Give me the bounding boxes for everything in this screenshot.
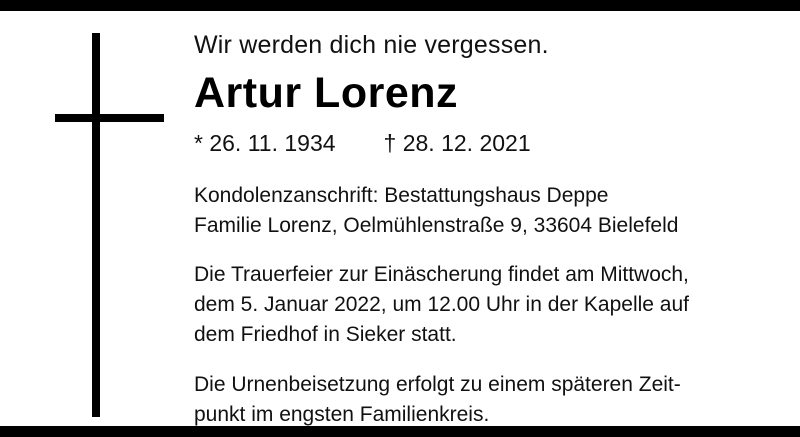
condolence-line-2: Familie Lorenz, Oelmühlenstraße 9, 33604 Bielefeld — [194, 213, 679, 237]
notice-content — [194, 29, 780, 429]
birth-date: * 26. 11. 1934 — [194, 129, 336, 156]
condolence-line-1: Kondolenzanschrift: Bestattungshaus Deppe — [194, 183, 609, 207]
cross-vertical-bar — [92, 33, 100, 417]
ceremony-line-3: dem Friedhof in Sieker statt. — [194, 322, 457, 346]
ceremony-line-1: Die Trauerfeier zur Einäscherung findet am Mittwoch, — [194, 263, 689, 287]
condolence-address — [194, 181, 780, 241]
ceremony-line-2: dem 5. Januar 2022, um 12.00 Uhr in der Kapelle auf — [194, 293, 689, 317]
cross-icon — [55, 33, 175, 423]
lead-line: Wir werden dich nie vergessen. — [194, 31, 549, 59]
burial-info — [194, 370, 780, 430]
burial-line-2: punkt im engsten Familienkreis. — [194, 402, 490, 426]
ceremony-info — [194, 260, 780, 349]
burial-line-1: Die Urnenbeisetzung erfolgt zu einem späteren Zeit- — [194, 372, 681, 396]
life-dates — [194, 129, 780, 159]
deceased-name: Artur Lorenz — [194, 68, 458, 117]
death-date: † 28. 12. 2021 — [383, 129, 531, 156]
cross-horizontal-bar — [55, 114, 164, 122]
